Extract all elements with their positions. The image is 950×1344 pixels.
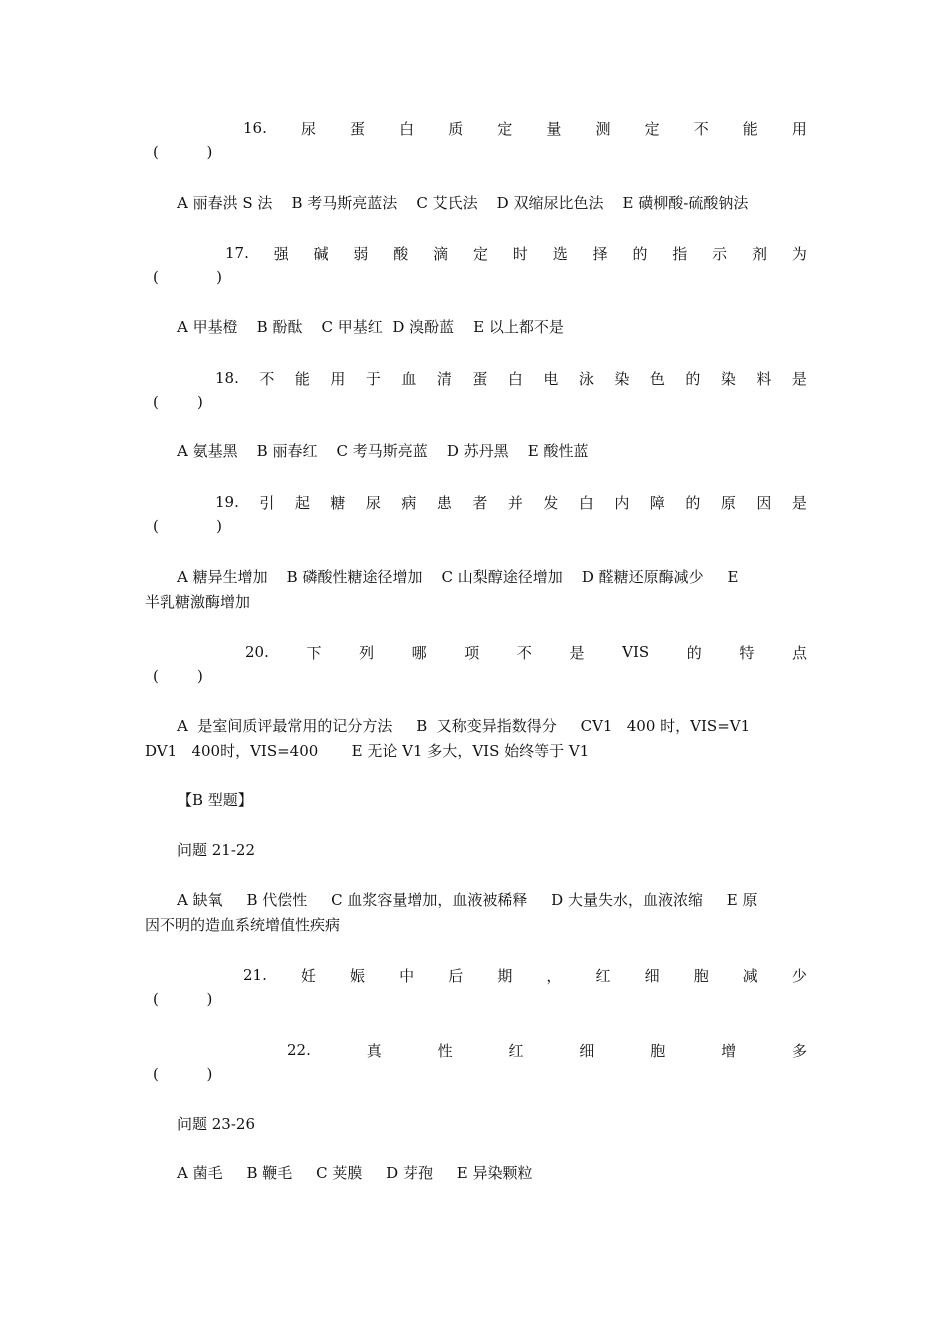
stem-char: 白 [578, 493, 594, 512]
stem-char: 内 [614, 493, 630, 512]
stem-char: 于 [365, 369, 381, 388]
stem-char: 哪 [411, 643, 427, 662]
question-19-stem [145, 490, 807, 514]
stem-char: 白 [399, 119, 415, 138]
group-23-26-title: 问题 23-26 [177, 1115, 256, 1133]
stem-char: 电 [543, 369, 559, 388]
stem-char: 酸 [393, 244, 409, 263]
question-17-stem [145, 241, 807, 265]
question-18-stem [145, 366, 807, 390]
question-16-stem [145, 116, 807, 140]
stem-char: 择 [592, 244, 608, 263]
stem-char: 妊 [300, 966, 316, 985]
stem-char: 原 [720, 493, 736, 512]
stem-char: 细 [644, 966, 660, 985]
stem-char: 18. [215, 369, 239, 387]
stem-char: 的 [632, 244, 648, 263]
stem-char: 19. [215, 493, 239, 511]
stem-char: 能 [294, 369, 310, 388]
stem-char: 患 [436, 493, 452, 512]
stem-char: 红 [508, 1041, 524, 1060]
stem-char: 是 [791, 369, 807, 388]
stem-char: 列 [359, 643, 375, 662]
stem-char: 是 [569, 643, 585, 662]
stem-char: 尿 [300, 119, 316, 138]
question-16-answer-paren: ( ) [153, 143, 213, 161]
stem-char: 蛋 [472, 369, 488, 388]
stem-char: 点 [791, 643, 807, 662]
stem-char: 尿 [365, 493, 381, 512]
question-20-stem [145, 640, 807, 664]
stem-char: 红 [595, 966, 611, 985]
stem-char: 者 [472, 493, 488, 512]
stem-char: 减 [742, 966, 758, 985]
question-18-answer-paren: ( ) [153, 393, 203, 411]
group-21-22-title: 问题 21-22 [177, 841, 256, 859]
stem-char: 多 [791, 1041, 807, 1060]
stem-char: 并 [507, 493, 523, 512]
stem-char: 定 [473, 244, 489, 263]
stem-char: 白 [507, 369, 523, 388]
question-19-options-line-2: 半乳糖激酶增加 [145, 593, 251, 611]
stem-char: 胞 [650, 1041, 666, 1060]
stem-char: 发 [543, 493, 559, 512]
stem-char: 增 [721, 1041, 737, 1060]
stem-char: 特 [739, 643, 755, 662]
question-20-options [145, 714, 807, 764]
stem-char: 胞 [693, 966, 709, 985]
stem-char: 中 [399, 966, 415, 985]
stem-char: 清 [436, 369, 452, 388]
question-22-stem [145, 1038, 807, 1062]
stem-char: 选 [552, 244, 568, 263]
stem-char: 染 [614, 369, 630, 388]
stem-char: 强 [273, 244, 289, 263]
stem-char: 真 [366, 1041, 382, 1060]
stem-char: 能 [742, 119, 758, 138]
stem-char: 测 [595, 119, 611, 138]
stem-char: 用 [330, 369, 346, 388]
stem-char: 细 [579, 1041, 595, 1060]
stem-char: 为 [791, 244, 807, 263]
question-21-answer-paren: ( ) [153, 990, 213, 1008]
stem-char: 项 [464, 643, 480, 662]
stem-char: 少 [791, 966, 807, 985]
stem-char: 16. [243, 119, 267, 137]
stem-char: 泳 [578, 369, 594, 388]
stem-char: ， [546, 966, 562, 985]
question-22-answer-paren: ( ) [153, 1065, 213, 1083]
stem-char: 定 [497, 119, 513, 138]
stem-char: 糖 [330, 493, 346, 512]
stem-char: 起 [294, 493, 310, 512]
stem-char: 下 [306, 643, 322, 662]
stem-char: 不 [259, 369, 275, 388]
group-21-22-options [145, 888, 807, 938]
question-19-options-line-1: A 糖异生增加 B 磷酸性糖途径增加 C 山梨醇途径增加 D 醛糖还原酶减少 E [177, 568, 739, 586]
group-23-26-options: A 菌毛 B 鞭毛 C 荚膜 D 芽孢 E 异染颗粒 [177, 1164, 533, 1182]
stem-char: 量 [546, 119, 562, 138]
stem-char: 碱 [313, 244, 329, 263]
stem-char: 的 [686, 643, 702, 662]
question-20-options-line-2: DV1 400时，VIS=400 E 无论 V1 多大，VIS 始终等于 V1 [145, 742, 590, 760]
stem-char: 后 [448, 966, 464, 985]
stem-char: 不 [693, 119, 709, 138]
stem-char: 染 [720, 369, 736, 388]
stem-char: 色 [649, 369, 665, 388]
question-17-answer-paren: ( ) [153, 268, 222, 286]
stem-char: 定 [644, 119, 660, 138]
section-b-heading: 【B 型题】 [177, 791, 253, 809]
stem-char: 因 [756, 493, 772, 512]
question-17-options: A 甲基橙 B 酚酞 C 甲基红 D 溴酚蓝 E 以上都不是 [177, 318, 564, 336]
stem-char: 20. [245, 643, 269, 661]
group-21-22-options-line-1: A 缺氧 B 代偿性 C 血浆容量增加，血液被稀释 D 大量失水，血液浓缩 E 原 [177, 891, 758, 909]
stem-char: 是 [791, 493, 807, 512]
stem-char: 时 [512, 244, 528, 263]
stem-char: 的 [685, 369, 701, 388]
stem-char: 性 [437, 1041, 453, 1060]
group-21-22-options-line-2: 因不明的造血系统增值性疾病 [145, 916, 341, 934]
stem-char: 血 [401, 369, 417, 388]
stem-char: 障 [649, 493, 665, 512]
stem-char: 不 [516, 643, 532, 662]
stem-char: VIS [622, 643, 650, 661]
stem-char: 蛋 [350, 119, 366, 138]
stem-char: 质 [448, 119, 464, 138]
stem-char: 指 [672, 244, 688, 263]
question-20-answer-paren: ( ) [153, 667, 203, 685]
stem-char: 示 [712, 244, 728, 263]
stem-char: 17. [225, 244, 249, 262]
stem-char: 期 [497, 966, 513, 985]
stem-char: 21. [243, 966, 267, 984]
stem-char: 剂 [752, 244, 768, 263]
stem-char: 病 [401, 493, 417, 512]
stem-char: 弱 [353, 244, 369, 263]
stem-char: 22. [287, 1041, 311, 1059]
stem-char: 滴 [433, 244, 449, 263]
question-20-options-line-1: A 是室间质评最常用的记分方法 B 又称变异指数得分 CV1 400 时，VIS=V1 [177, 717, 751, 735]
question-16-options: A 丽春洪 S 法 B 考马斯亮蓝法 C 艾氏法 D 双缩尿比色法 E 磺柳酸-硫酸钠法 [177, 194, 749, 212]
stem-char: 用 [791, 119, 807, 138]
stem-char: 料 [756, 369, 772, 388]
question-21-stem [145, 963, 807, 987]
stem-char: 的 [685, 493, 701, 512]
question-19-options [145, 565, 807, 615]
stem-char: 娠 [350, 966, 366, 985]
question-19-answer-paren: ( ) [153, 517, 222, 535]
question-18-options: A 氨基黑 B 丽春红 C 考马斯亮蓝 D 苏丹黑 E 酸性蓝 [177, 442, 589, 460]
stem-char: 引 [259, 493, 275, 512]
